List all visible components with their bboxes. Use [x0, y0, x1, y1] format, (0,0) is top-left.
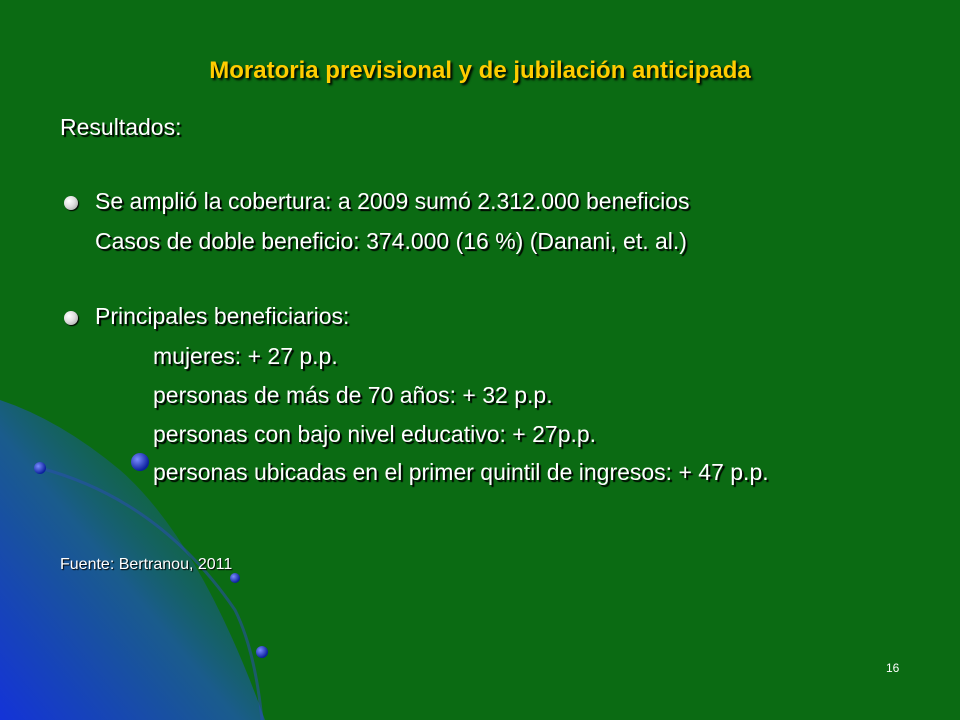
results-heading: Resultados:	[60, 114, 182, 140]
bullet-icon	[64, 311, 78, 325]
beneficiary-item: personas ubicadas en el primer quintil de ingresos: + 47 p.p.	[153, 459, 769, 485]
bullet-icon	[64, 196, 78, 210]
decorative-dot-small	[256, 646, 268, 658]
beneficiaries-heading: Principales beneficiarios:	[95, 303, 350, 329]
double-benefit-line: Casos de doble beneficio: 374.000 (16 %) (Danani, et. al.)	[95, 228, 687, 254]
decorative-dot-small	[230, 573, 240, 583]
decorative-dot-small	[34, 462, 46, 474]
beneficiary-item: personas con bajo nivel educativo: + 27p.p.	[153, 421, 597, 447]
decorative-dot-large	[131, 453, 149, 471]
coverage-line: Se amplió la cobertura: a 2009 sumó 2.312.000 beneficios	[95, 188, 690, 214]
slide-title: Moratoria previsional y de jubilación anticipada	[209, 57, 751, 84]
beneficiary-item: mujeres: + 27 p.p.	[153, 343, 338, 369]
page-number: 16	[886, 661, 900, 675]
beneficiary-item: personas de más de 70 años: + 32 p.p.	[153, 382, 553, 408]
source-citation: Fuente: Bertranou, 2011	[60, 556, 233, 573]
